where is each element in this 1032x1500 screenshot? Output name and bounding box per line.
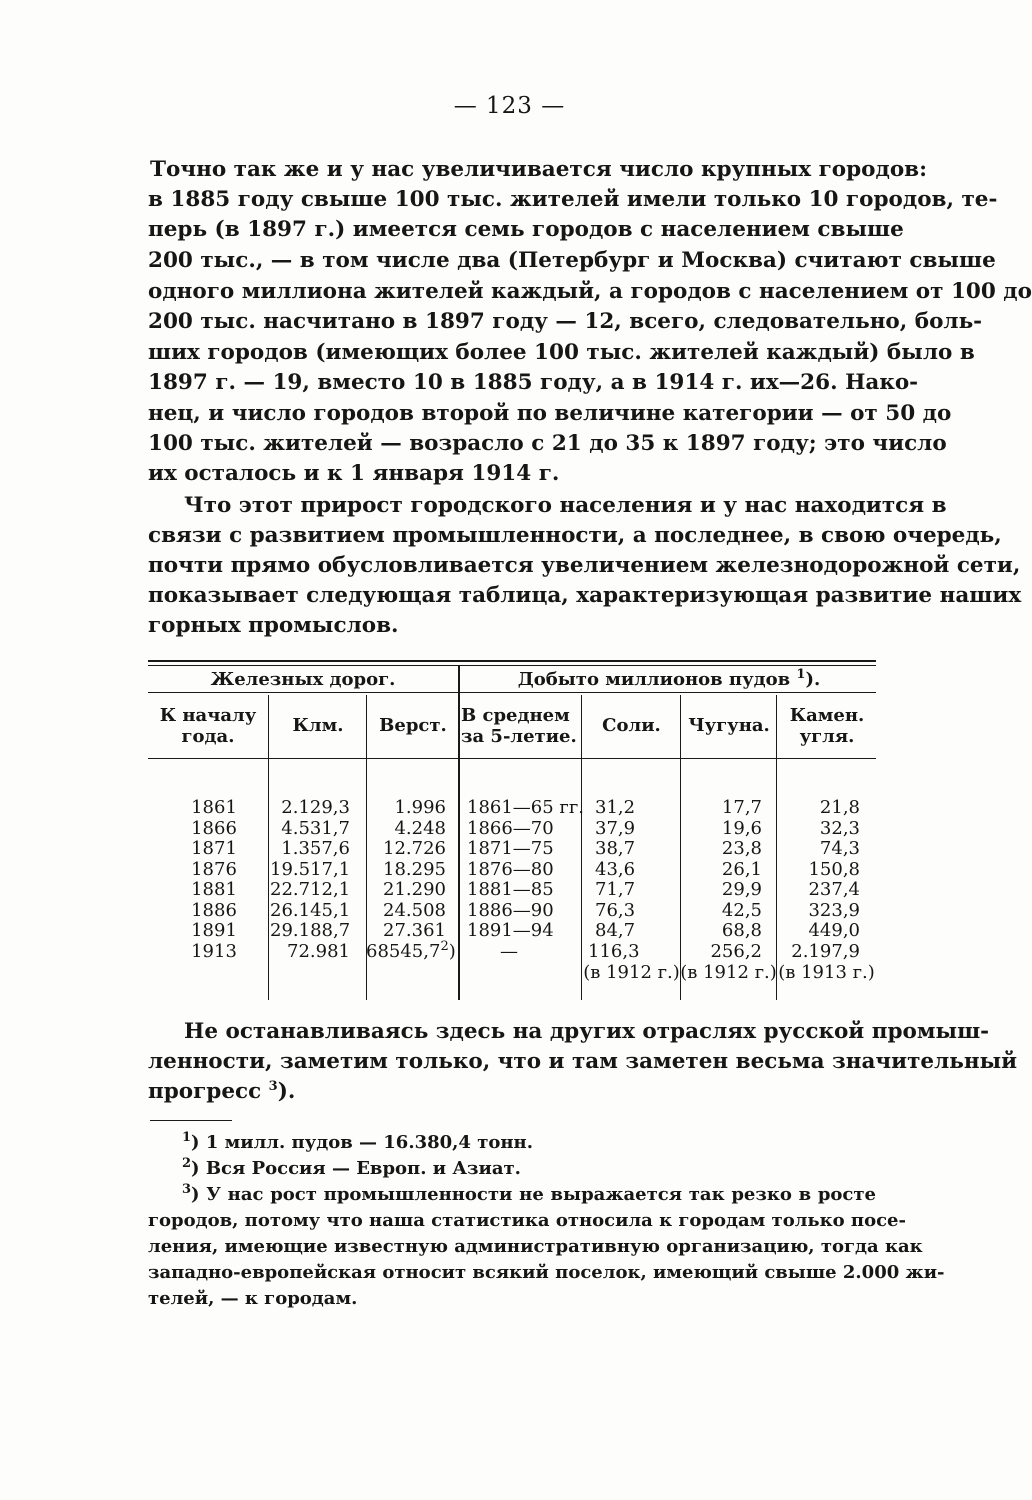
cell-verst: 12.726 (383, 838, 446, 859)
cell-coal: 150,8 (808, 859, 860, 880)
header-salt: Соли. (602, 715, 661, 736)
column-divider-main (458, 666, 460, 1000)
table-top-rule (148, 660, 876, 662)
header-mined-end: ). (805, 669, 821, 690)
text-line (148, 1077, 876, 1107)
cell-verst-value: 68545,7 (366, 941, 441, 962)
cell-verst: 24.508 (383, 900, 446, 921)
cell-klm: 1.357,6 (281, 838, 350, 859)
cell-iron: 29,9 (721, 879, 762, 900)
cell-klm: 72.981 (287, 941, 350, 962)
text-line: их осталось и к 1 января 1914 г. (148, 461, 560, 486)
footnote-mark: 1 (182, 1130, 192, 1145)
text-line: Что этот прирост городского населения и у нас находится в (184, 493, 947, 518)
footnote-text: ) У нас рост промышленности не выражается так резко в росте (191, 1184, 876, 1205)
cell-iron: 23,8 (721, 838, 762, 859)
cell-period: 1881—85 (467, 879, 554, 900)
cell-year: 1913 (191, 941, 237, 962)
cell-coal: 32,3 (819, 818, 860, 839)
table-header-bottom-rule (148, 758, 876, 759)
table-header-rule (148, 692, 876, 693)
cell-verst: 4.248 (394, 818, 446, 839)
cell-period: 1866—70 (467, 818, 554, 839)
cell-klm: 22.712,1 (270, 879, 351, 900)
cell-period: 1886—90 (467, 900, 554, 921)
text-line: перь (в 1897 г.) имеется семь городов с населением свыше (148, 217, 904, 242)
cell-iron: 68,8 (721, 920, 762, 941)
text-line: Не останавливаясь здесь на других отраслях русской промыш- (184, 1019, 990, 1044)
header-period (461, 705, 581, 747)
cell-coal: 449,0 (808, 920, 860, 941)
cell-period: 1876—80 (467, 859, 554, 880)
text-line: 1897 г. — 19, вместо 10 в 1885 году, а в 1914 г. их—26. Нако- (148, 370, 919, 395)
text-line: нец, и число городов второй по величине категории — от 50 до (148, 401, 952, 426)
footnote-mark: 3 (182, 1182, 192, 1197)
cell-verst: 27.361 (383, 920, 446, 941)
text-span: ). (277, 1079, 296, 1104)
header-railways: Железных дорог. (210, 669, 396, 690)
footnote-text-line: телей, — к городам. (148, 1288, 358, 1309)
cell-year: 1876 (191, 859, 237, 880)
cell-note-salt: (в 1912 г.) (583, 962, 680, 983)
text-line: Точно так же и у нас увеличивается число крупных городов: (150, 157, 928, 182)
footnote-text: ) Вся Россия — Европ. и Азиат. (191, 1158, 521, 1179)
cell-coal: 237,4 (808, 879, 860, 900)
header-verst: Верст. (379, 715, 447, 736)
cell-year: 1861 (191, 797, 237, 818)
header-coal-line: Камен. (789, 705, 865, 726)
cell-year: 1886 (191, 900, 237, 921)
header-klm: Клм. (292, 715, 344, 736)
text-line: 200 тыс., — в том числе два (Петербург и Москва) считают свыше (148, 248, 996, 273)
cell-verst (366, 939, 456, 963)
cell-period: 1891—94 (467, 920, 554, 941)
footnote-text-line: городов, потому что наша статистика относила к городам только посе- (148, 1210, 906, 1231)
cell-salt: 38,7 (595, 838, 636, 859)
cell-iron: 42,5 (721, 900, 762, 921)
footnote-1 (182, 1130, 876, 1156)
cell-klm: 19.517,1 (270, 859, 351, 880)
column-divider (776, 695, 777, 1000)
cell-salt: 76,3 (595, 900, 636, 921)
cell-year: 1871 (191, 838, 237, 859)
header-year-line: года. (181, 726, 235, 747)
cell-period: 1871—75 (467, 838, 554, 859)
text-line: ленности, заметим только, что и там заметен весьма значительный (148, 1049, 1018, 1074)
cell-iron: 19,6 (721, 818, 762, 839)
footnote-separator (150, 1120, 232, 1121)
text-line: показывает следующая таблица, характеризующая развитие наших (148, 583, 1022, 608)
cell-salt: 43,6 (595, 859, 636, 880)
page-number: — 123 — (453, 93, 566, 119)
cell-salt: 31,2 (595, 797, 636, 818)
footnote-ref: 1 (796, 667, 806, 682)
cell-year: 1891 (191, 920, 237, 941)
cell-year: 1866 (191, 818, 237, 839)
text-line: 100 тыс. жителей — возрасло с 21 до 35 к 1897 году; это число (148, 431, 947, 456)
cell-coal: 21,8 (819, 797, 860, 818)
cell-note-coal: (в 1913 г.) (778, 962, 875, 983)
cell-verst: 1.996 (394, 797, 446, 818)
cell-coal: 74,3 (819, 838, 860, 859)
cell-period: 1861—65 гг. (467, 797, 585, 818)
cell-coal: 323,9 (808, 900, 860, 921)
header-coal-line: угля. (799, 726, 855, 747)
footnote-2 (182, 1156, 876, 1182)
text-line: горных промыслов. (148, 613, 399, 638)
header-year-line: К началу (159, 705, 257, 726)
table-top-rule-thin (148, 665, 876, 666)
cell-coal: 2.197,9 (791, 941, 860, 962)
cell-year: 1881 (191, 879, 237, 900)
header-mined-text: Добыто миллионов пудов (517, 669, 791, 690)
cell-verst: 18.295 (383, 859, 446, 880)
footnote-ref: 3 (268, 1078, 278, 1094)
cell-note-iron: (в 1912 г.) (680, 962, 777, 983)
header-coal (778, 705, 876, 747)
footnote-text-line: ления, имеющие известную административную организацию, тогда как (148, 1236, 923, 1257)
text-span: прогресс (148, 1079, 269, 1104)
cell-salt: 71,7 (595, 879, 636, 900)
cell-klm: 4.531,7 (281, 818, 350, 839)
cell-period: — (500, 941, 518, 962)
text-line: одного миллиона жителей каждый, а городов с населением от 100 до (148, 279, 1032, 304)
footnote-text-line: западно-европейская относит всякий поселок, имеющий свыше 2.000 жи- (148, 1262, 945, 1283)
cell-salt: 37,9 (595, 818, 636, 839)
text-line: связи с развитием промышленности, а последнее, в свою очередь, (148, 523, 1002, 548)
cell-salt: 116,3 (588, 941, 640, 962)
cell-klm: 29.188,7 (270, 920, 351, 941)
column-divider (680, 695, 681, 1000)
footnote-ref: 2 (440, 939, 449, 954)
cell-verst: 21.290 (383, 879, 446, 900)
column-divider (268, 695, 269, 1000)
cell-verst-end: ) (448, 941, 456, 962)
header-mined (462, 669, 876, 690)
header-year (150, 705, 266, 747)
header-iron: Чугуна. (688, 715, 770, 736)
cell-iron: 256,2 (710, 941, 762, 962)
footnote-3 (182, 1182, 876, 1208)
cell-iron: 26,1 (721, 859, 762, 880)
text-line: в 1885 году свыше 100 тыс. жителей имели только 10 городов, те- (148, 187, 998, 212)
cell-salt: 84,7 (595, 920, 636, 941)
text-line: ших городов (имеющих более 100 тыс. жителей каждый) было в (148, 340, 975, 365)
text-line: 200 тыс. насчитано в 1897 году — 12, всего, следовательно, боль- (148, 309, 983, 334)
cell-klm: 26.145,1 (270, 900, 351, 921)
footnote-text: ) 1 милл. пудов — 16.380,4 тонн. (191, 1132, 533, 1153)
header-period-line: за 5-летие. (461, 726, 577, 747)
cell-iron: 17,7 (721, 797, 762, 818)
footnote-mark: 2 (182, 1156, 192, 1171)
header-period-line: В среднем (461, 705, 570, 726)
cell-klm: 2.129,3 (281, 797, 350, 818)
text-line: почти прямо обусловливается увеличением железнодорожной сети, (148, 553, 1021, 578)
